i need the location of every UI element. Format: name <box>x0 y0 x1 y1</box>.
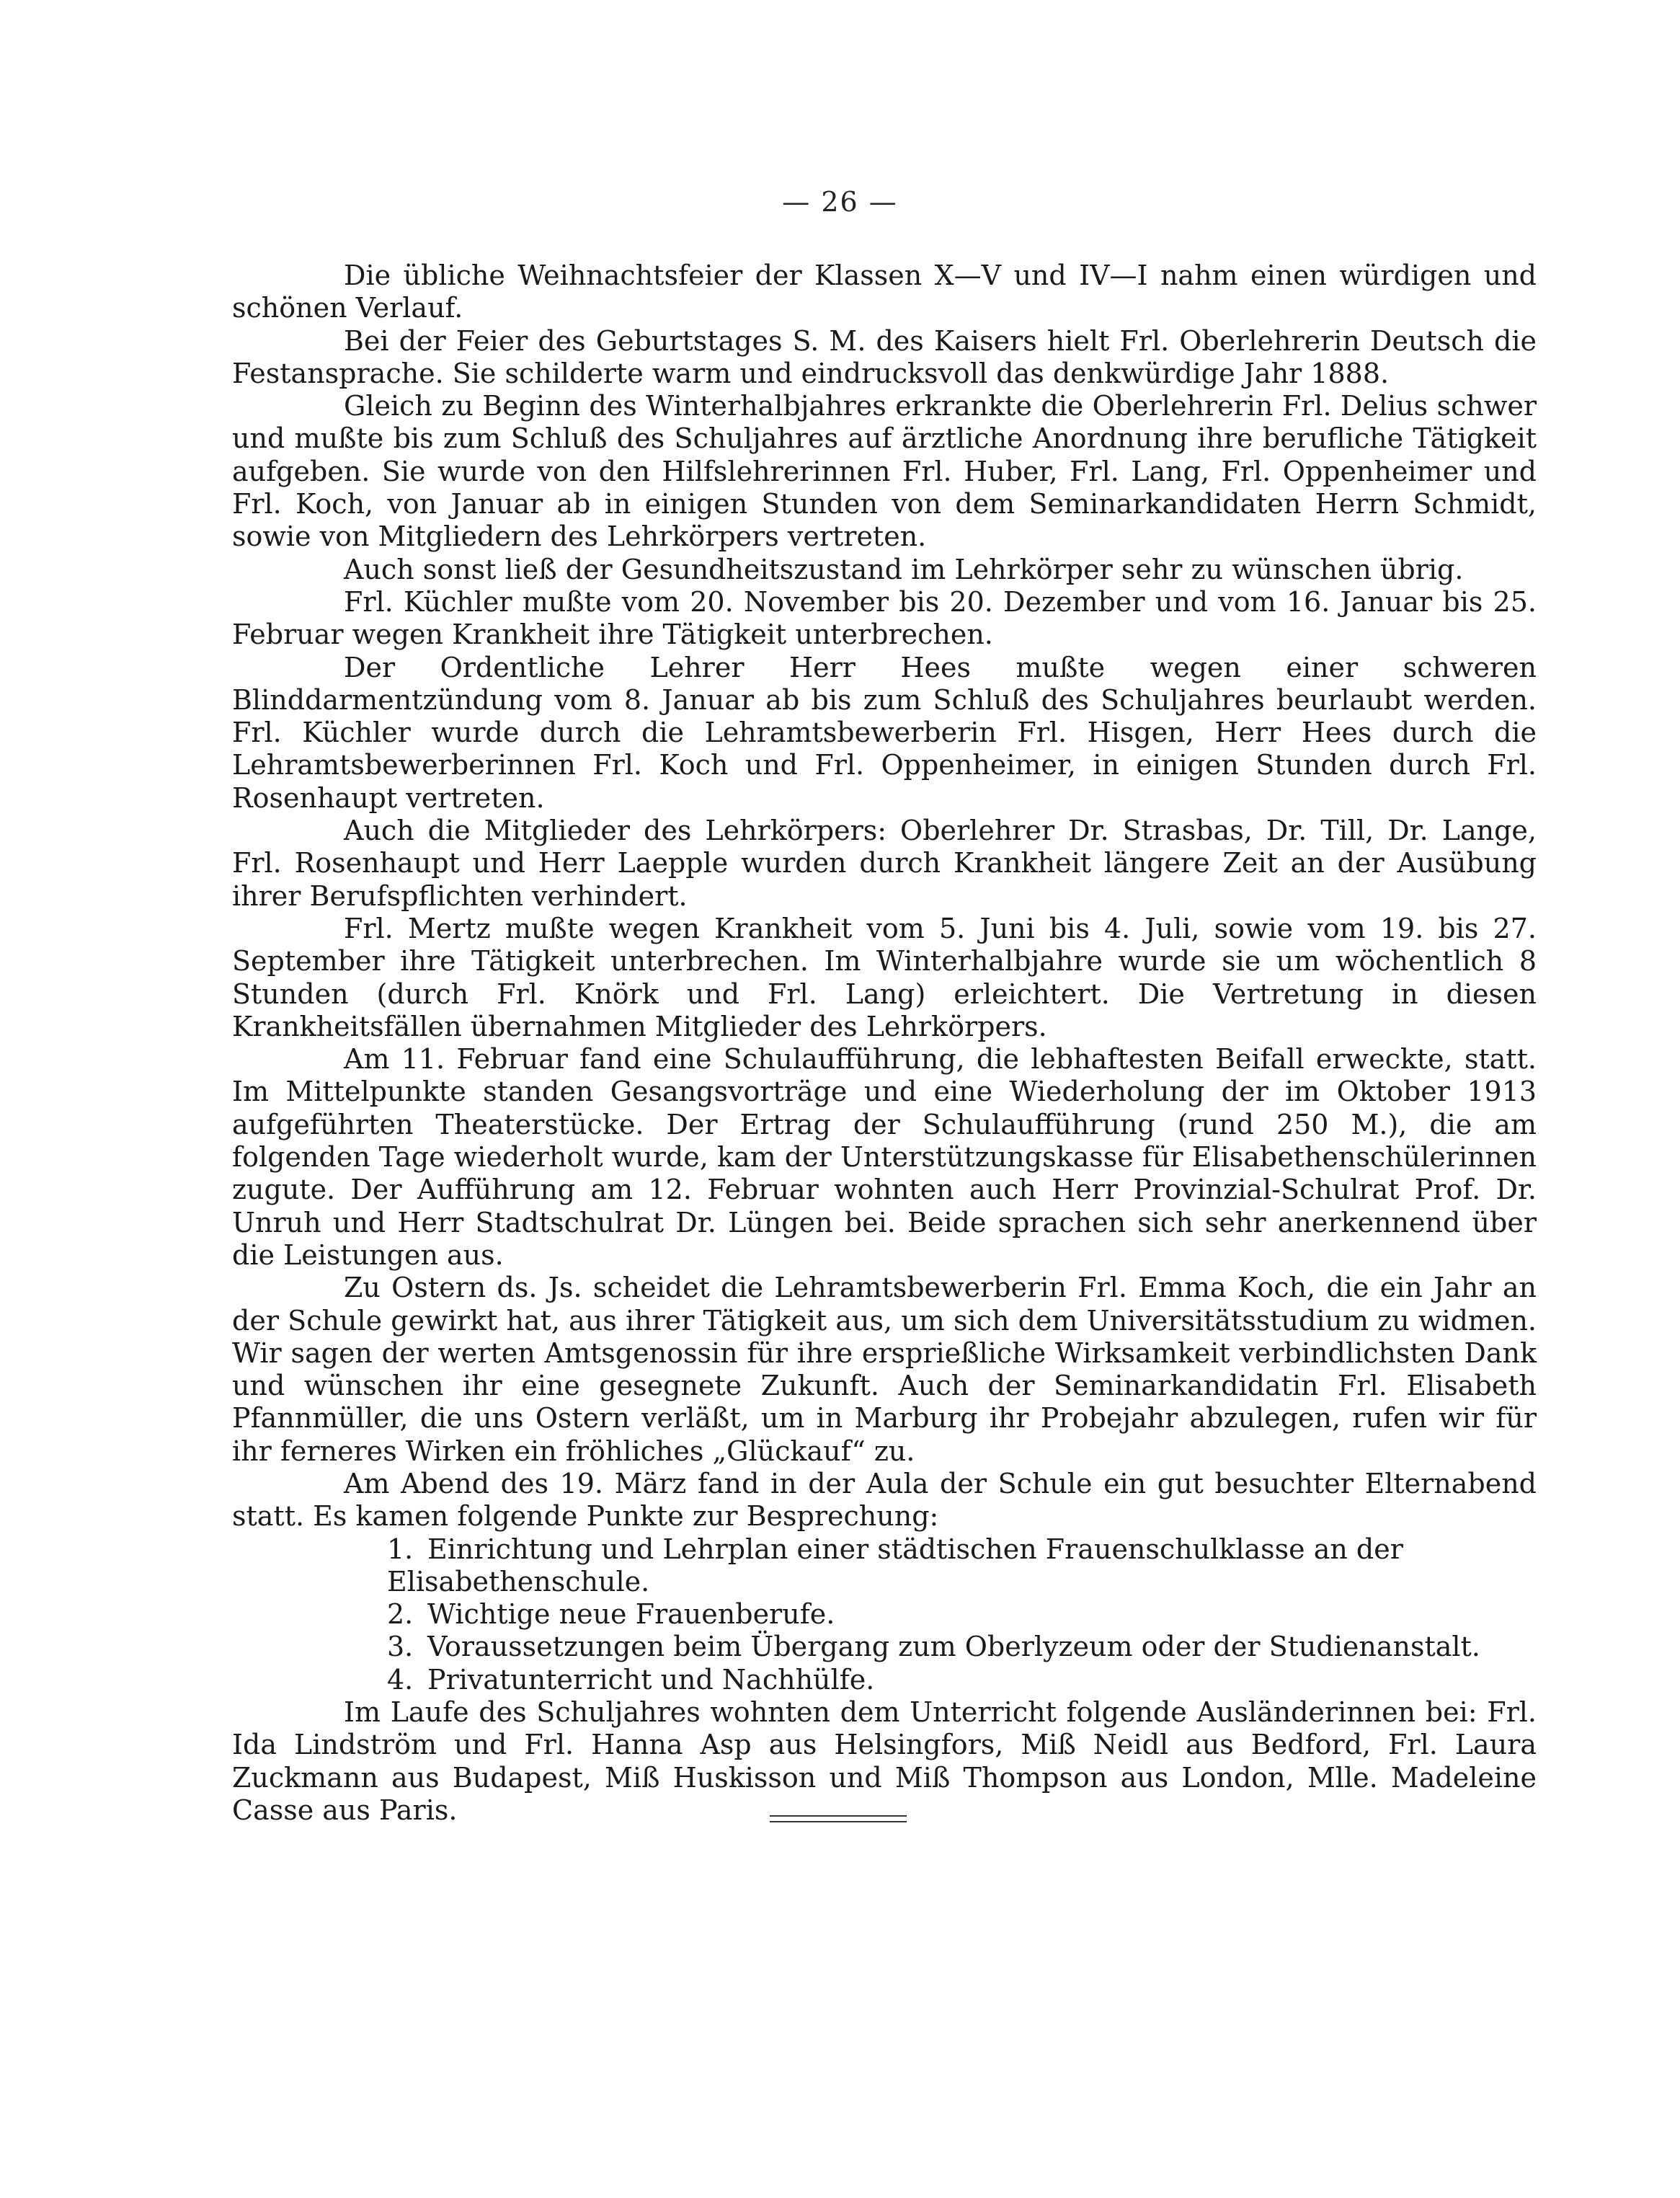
paragraph: Am 11. Februar fand eine Schulaufführung, die lebhaftesten Beifall erweckte, statt. Im Mittelpunkte standen Gesangsvorträge und eine Wiederholung der im Oktober 1913 aufgeführten Theaterstücke. Der Ertrag der Schulaufführung (rund 250 M.), die am folgenden Tage wiederholt wurde, kam der Unterstützungskasse für Elisabethenschülerinnen zugute. Der Aufführung am 12. Februar wohnten auch Herr Provinzial-Schulrat Prof. Dr. Unruh und Herr Stadtschulrat Dr. Lüngen bei. Beide sprachen sich sehr anerkennend über die Leistungen aus. <box>232 1043 1537 1271</box>
list-text: Voraussetzungen beim Übergang zum Oberlyzeum oder der Studienanstalt. <box>427 1631 1480 1663</box>
list-item <box>387 1598 1537 1631</box>
list-text: Privatunterricht und Nachhülfe. <box>427 1663 875 1696</box>
paragraph: Zu Ostern ds. Js. scheidet die Lehramtsbewerberin Frl. Emma Koch, die ein Jahr an der Schule gewirkt hat, aus ihrer Tätigkeit aus, um sich dem Universitätsstudium zu widmen. Wir sagen der werten Amtsgenossin für ihre ersprießliche Wirksamkeit verbindlichsten Dank und wünschen ihr eine gesegnete Zukunft. Auch der Seminarkandidatin Frl. Elisabeth Pfannmüller, die uns Ostern verläßt, um in Marburg ihr Probejahr abzulegen, rufen wir für ihr ferneres Wirken ein fröhliches „Glückauf“ zu. <box>232 1272 1537 1467</box>
list-item <box>387 1533 1537 1599</box>
list-item <box>387 1631 1537 1663</box>
list-item <box>387 1664 1537 1696</box>
list-number: 2. <box>387 1598 414 1631</box>
paragraph: Frl. Mertz mußte wegen Krankheit vom 5. Juni bis 4. Juli, sowie vom 19. bis 27. September ihre Tätigkeit unterbrechen. Im Winterhalbjahre wurde sie um wöchentlich 8 Stunden (durch Frl. Knörk und Frl. Lang) erleichtert. Die Vertretung in diesen Krankheitsfällen übernahmen Mitglieder des Lehrkörpers. <box>232 912 1537 1042</box>
list-number: 1. <box>387 1533 414 1565</box>
closing-paragraph: Im Laufe des Schuljahres wohnten dem Unterricht folgende Ausländerinnen bei: Frl. Ida Lindström und Frl. Hanna Asp aus Helsingfors, Miß Neidl aus Bedford, Frl. Laura Zuckmann aus Budapest, Miß Huskisson und Miß Thompson aus London, Mlle. Madeleine Casse aus Paris. <box>232 1696 1537 1826</box>
document-body <box>232 260 1537 1827</box>
paragraph: Gleich zu Beginn des Winterhalbjahres erkrankte die Oberlehrerin Frl. Delius schwer und mußte bis zum Schluß des Schuljahres auf ärztliche Anordnung ihre berufliche Tätigkeit aufgeben. Sie wurde von den Hilfslehrerinnen Frl. Huber, Frl. Lang, Frl. Oppenheimer und Frl. Koch, von Januar ab in einigen Stunden von dem Seminarkandidaten Herrn Schmidt, sowie von Mitgliedern des Lehrkörpers vertreten. <box>232 390 1537 553</box>
paragraph: Der Ordentliche Lehrer Herr Hees mußte wegen einer schweren Blinddarmentzündung vom 8. Januar ab bis zum Schluß des Schuljahres beurlaubt werden. Frl. Küchler wurde durch die Lehramtsbewerberin Frl. Hisgen, Herr Hees durch die Lehramtsbewerberinnen Frl. Koch und Frl. Oppenheimer, in einigen Stunden durch Frl. Rosenhaupt vertreten. <box>232 651 1537 814</box>
list-text: Einrichtung und Lehrplan einer städtischen Frauenschulklasse an der Elisabethenschule. <box>387 1533 1403 1597</box>
paragraph: Am Abend des 19. März fand in der Aula der Schule ein gut besuchter Elternabend statt. Es kamen folgende Punkte zur Besprechung: <box>232 1467 1537 1533</box>
list-text: Wichtige neue Frauenberufe. <box>427 1598 835 1631</box>
page-number: — 26 — <box>782 186 898 218</box>
paragraph: Frl. Küchler mußte vom 20. November bis 20. Dezember und vom 16. Januar bis 25. Februar wegen Krankheit ihre Tätigkeit unterbrechen. <box>232 585 1537 651</box>
paragraph: Auch sonst ließ der Gesundheitszustand im Lehrkörper sehr zu wünschen übrig. <box>344 553 1464 585</box>
paragraph: Die übliche Weihnachtsfeier der Klassen X—V und IV—I nahm einen würdigen und schönen Verlauf. <box>232 260 1537 324</box>
paragraph: Auch die Mitglieder des Lehrkörpers: Oberlehrer Dr. Strasbas, Dr. Till, Dr. Lange, Frl. Rosenhaupt und Herr Laepple wurden durch Krankheit längere Zeit an der Ausübung ihrer Berufspflichten verhindert. <box>232 815 1537 912</box>
list-number: 3. <box>387 1631 414 1663</box>
agenda-list <box>232 1533 1537 1696</box>
end-rule <box>770 1815 907 1822</box>
paragraph: Bei der Feier des Geburtstages S. M. des Kaisers hielt Frl. Oberlehrerin Deutsch die Festansprache. Sie schilderte warm und eindrucksvoll das denkwürdige Jahr 1888. <box>232 324 1537 389</box>
list-number: 4. <box>387 1663 414 1696</box>
